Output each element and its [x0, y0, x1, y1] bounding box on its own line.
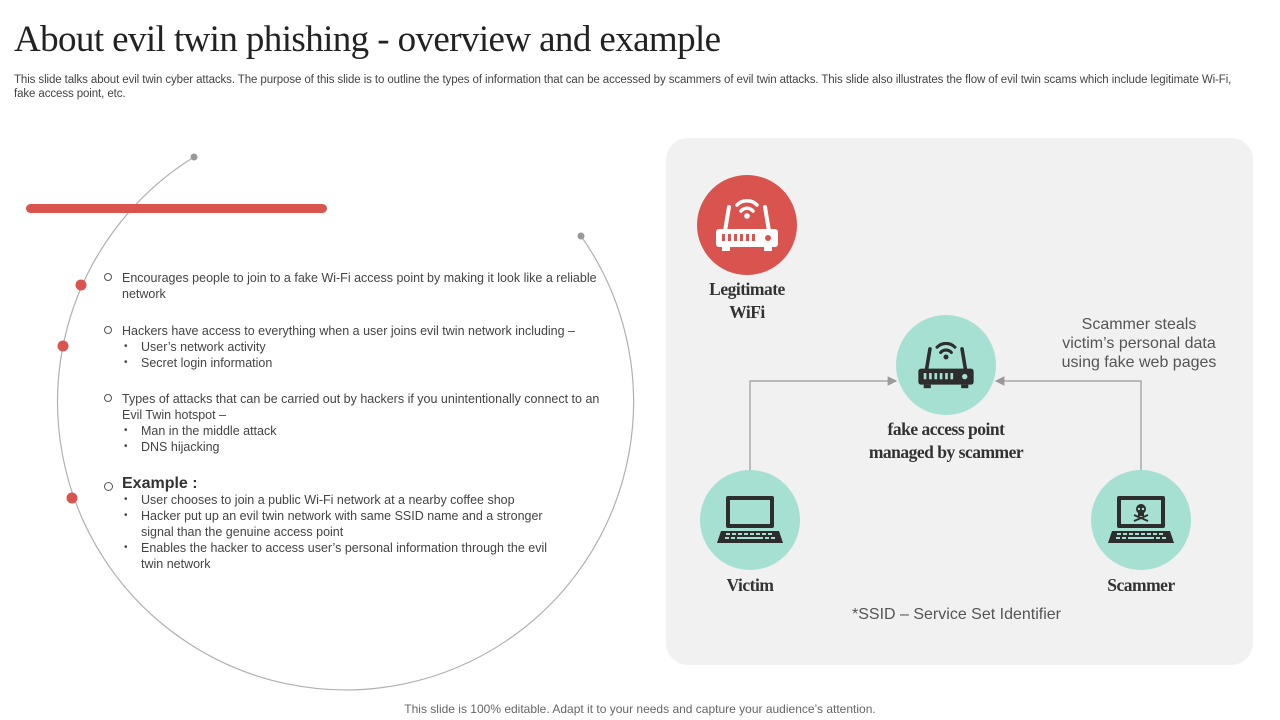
fake-access-point-label [846, 418, 1046, 464]
page-subtitle: This slide talks about evil twin cyber attacks. The purpose of this slide is to outline the types of information that can be accessed by scammers of evil twin attacks. This slide also illustrates the flow of evil twin scams which include legitimate Wi-Fi, fake access point, etc. [14, 74, 1232, 100]
example-item: • Hacker put up an evil twin network with same SSID name and a stronger signal than the genuine access point [122, 508, 552, 540]
page-title: About evil twin phishing - overview and example [14, 19, 721, 60]
example-heading: Example : [122, 475, 198, 492]
example-item: • Enables the hacker to access user’s personal information through the evil twin network [122, 540, 552, 572]
bullet-text: Types of attacks that can be carried out by hackers if you unintentionally connect to an Evil Twin hotspot – [122, 392, 600, 422]
label-line: managed by scammer [868, 442, 1024, 462]
laptop-skull-icon [1108, 493, 1174, 547]
router-icon [913, 336, 979, 394]
label-line: Legitimate [709, 279, 785, 299]
fake-access-point-node [896, 315, 996, 415]
legitimate-wifi-node [697, 175, 797, 275]
laptop-icon [717, 493, 783, 547]
label-line: fake access point [887, 419, 1005, 439]
label-line: WiFi [729, 302, 765, 322]
legitimate-wifi-label [672, 278, 822, 324]
sub-item: • Secret login information [122, 355, 614, 371]
router-icon [710, 193, 784, 257]
sub-item: • DNS hijacking [122, 439, 614, 455]
example-item: • User chooses to join a public Wi-Fi network at a nearby coffee shop [122, 492, 552, 508]
bullet-text: Hackers have access to everything when a user joins evil twin network including – [122, 324, 576, 338]
scammer-label: Scammer [1107, 575, 1175, 595]
victim-node [700, 470, 800, 570]
ssid-footnote: *SSID – Service Set Identifier [852, 606, 1061, 623]
victim-label: Victim [726, 575, 774, 595]
slide-footer: This slide is 100% editable. Adapt it to your needs and capture your audience’s attention. [404, 702, 876, 716]
sub-item: • Man in the middle attack [122, 423, 614, 439]
scammer-node [1091, 470, 1191, 570]
bullet-text: Encourages people to join to a fake Wi-Fi access point by making it look like a reliable network [122, 271, 597, 301]
steal-note: Scammer steals victim’s personal data using fake web pages [1061, 316, 1217, 371]
sub-item: • User’s network activity [122, 339, 614, 355]
